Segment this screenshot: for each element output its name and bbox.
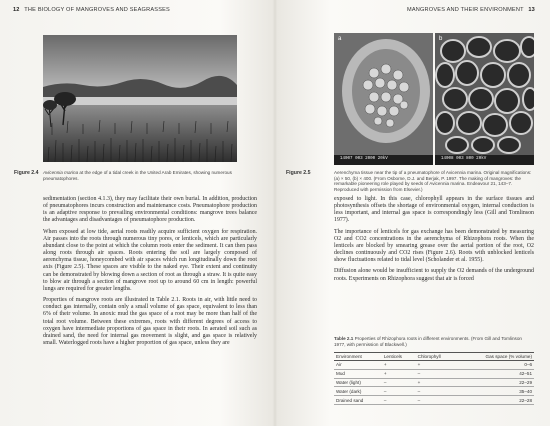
- micrograph-a-scale: 14007 003 2000 20kV: [340, 157, 388, 161]
- micrograph-b-label: b: [439, 36, 443, 42]
- table-cell: Water (light): [334, 378, 382, 387]
- table-cell: –: [416, 396, 457, 405]
- micrograph-a-image: [334, 33, 433, 165]
- micrograph-b: [435, 33, 534, 165]
- table-cell: 22–28: [457, 396, 534, 405]
- left-page-number: 12: [13, 7, 20, 13]
- figure-2-5-caption: Aerenchyma tissue near the tip of a pneumatophore of Avicennia marina. Original magnifications: (a) × 50, (b) × 400. (From Osborne, D.J. and Berjak, P. 1997. The making of mangroves: the remarkable pioneering role played by seeds of Avicennia marina. Endeavour 21, 143–7. Reproduced with permission from Elsevier.): [334, 170, 532, 192]
- right-paragraph: Diffusion alone would be insufficient to supply the O2 demands of the underground roots. Experiments on Rhizophora suggest that air is forced: [334, 268, 534, 282]
- mangrove-photo: [43, 35, 237, 162]
- table-header-cell: Gas space (% volume): [457, 353, 534, 361]
- table-row: [334, 369, 534, 378]
- table-cell: 0–6: [457, 361, 534, 370]
- right-paragraph: The importance of lenticels for gas exchange has been demonstrated by measuring O2 and CO2 concentrations in the aerenchyma of Rhizophora roots. When the lenticels are blocked by smearing grease over the aerial portion of the root, O2 declines continuously and CO2 rises (Figure 2.6). Roots with unblocked lenticels show fluctuations related to tidal level (Scholander et al. 1955).: [334, 228, 534, 264]
- table-cell: –: [416, 387, 457, 396]
- right-page-number: 13: [528, 7, 535, 13]
- left-page: [0, 0, 274, 426]
- table-cell: +: [382, 361, 416, 370]
- micrograph-a-label: a: [338, 36, 342, 42]
- table-cell: Air: [334, 361, 382, 370]
- figure-2-4-caption-species: Avicennia marina: [43, 170, 79, 175]
- table-cell: 42–51: [457, 369, 534, 378]
- left-paragraph: When exposed at low tide, aerial roots readily acquire sufficient oxygen for respiration. Air passes into the roots through numerous tiny pores, or lenticels, which are particularly abundant close to the point at which the column roots enter the sediment. It can then pass along roots through air spaces. Roots entering the soil are largely composed of aerenchyma tissue, honeycombed with air spaces which run longitudinally down the root axis (Figure 2.5). These spaces are visible to the naked eye. Their extent and continuity can be demonstrated by blowing down a section of root as through a straw. It is quite easy to blow air through a section of mangrove root up to around 60 cm in length: powerful lungs are required for greater lengths.: [43, 228, 257, 292]
- table-header-cell: Lenticels: [382, 353, 416, 361]
- figure-2-4-caption-text: at the edge of a tidal creek in the United Arab Emirates, showing numerous pneumatophores.: [43, 170, 232, 181]
- table-cell: Drained sand: [334, 396, 382, 405]
- table-header-cell: Environment: [334, 353, 382, 361]
- table-cell: 35–40: [457, 387, 534, 396]
- right-page: [276, 0, 550, 426]
- figure-2-4-label: Figure 2.4: [14, 170, 39, 176]
- table-header-row: [334, 353, 534, 361]
- right-running-head-title: MANGROVES AND THEIR ENVIRONMENT: [406, 7, 524, 13]
- table-cell: 22–29: [457, 378, 534, 387]
- right-running-head: [407, 7, 538, 13]
- table-cell: +: [382, 369, 416, 378]
- right-paragraph: exposed to light. In this case, chlorophyll appears in the surface tissues and photosynthesis offsets the shortage of environmental oxygen, internal conduction is less important, and internal gas space is correspondingly less (Gill and Tomlinson 1977).: [334, 196, 534, 224]
- left-running-head: [10, 7, 170, 13]
- left-running-head-title: THE BIOLOGY OF MANGROVES AND SEAGRASSES: [24, 7, 170, 13]
- table-row: [334, 378, 534, 387]
- table-cell: –: [382, 387, 416, 396]
- table-cell: Mud: [334, 369, 382, 378]
- micrograph-b-image: [435, 33, 534, 165]
- table-cell: Water (dark): [334, 387, 382, 396]
- micrograph-b-scale: 14008 003 800 20kV: [441, 157, 487, 161]
- table-2-1: [334, 352, 534, 405]
- left-body-text: [43, 196, 257, 351]
- table-row: [334, 361, 534, 370]
- micrograph-a: [334, 33, 433, 165]
- figure-2-5-label: Figure 2.5: [286, 170, 311, 176]
- table-2-1-caption-text: Properties of Rhizophora roots in different environments. (From Gill and Tomlinson 1977, with permission of Blackwell.): [334, 336, 522, 347]
- table-cell: –: [382, 396, 416, 405]
- table-header-cell: Chlorophyll: [416, 353, 457, 361]
- table-cell: +: [416, 361, 457, 370]
- table-row: [334, 396, 534, 405]
- table-cell: –: [382, 378, 416, 387]
- left-paragraph: sedimentation (section 4.1.3), they may facilitate their own burial. In addition, production of pneumatophores incurs construction and maintenance costs. Pneumatophore production is an adaptive response to prevailing environmental conditions: mangrove trees balance the advantages and disadvantages of pneumatophore production.: [43, 196, 257, 224]
- mangrove-photo-image: [43, 35, 237, 162]
- table-cell: –: [416, 369, 457, 378]
- right-body-text: [334, 196, 534, 287]
- left-paragraph: Properties of mangrove roots are illustrated in Table 2.1. Roots in air, with little need to conduct gas internally, contain only a small volume of gas space, equivalent to less than 6% of their volume. In anoxic mud the gas space of a root may be more than half of the total root volume. Between these extremes, roots with different degrees of access to oxygen have intermediate proportions of gas space in their roots. In aerated soil such as drained sand, the need for internal gas movement is slight, and gas space is relatively small. Waterlogged roots have a higher proportion of gas space, unless they are: [43, 297, 257, 346]
- figure-2-4-caption: [43, 170, 257, 181]
- table-cell: +: [416, 378, 457, 387]
- table-row: [334, 387, 534, 396]
- table-2-1-caption: [334, 336, 534, 347]
- table-2-1-label: Table 2.1: [334, 336, 354, 341]
